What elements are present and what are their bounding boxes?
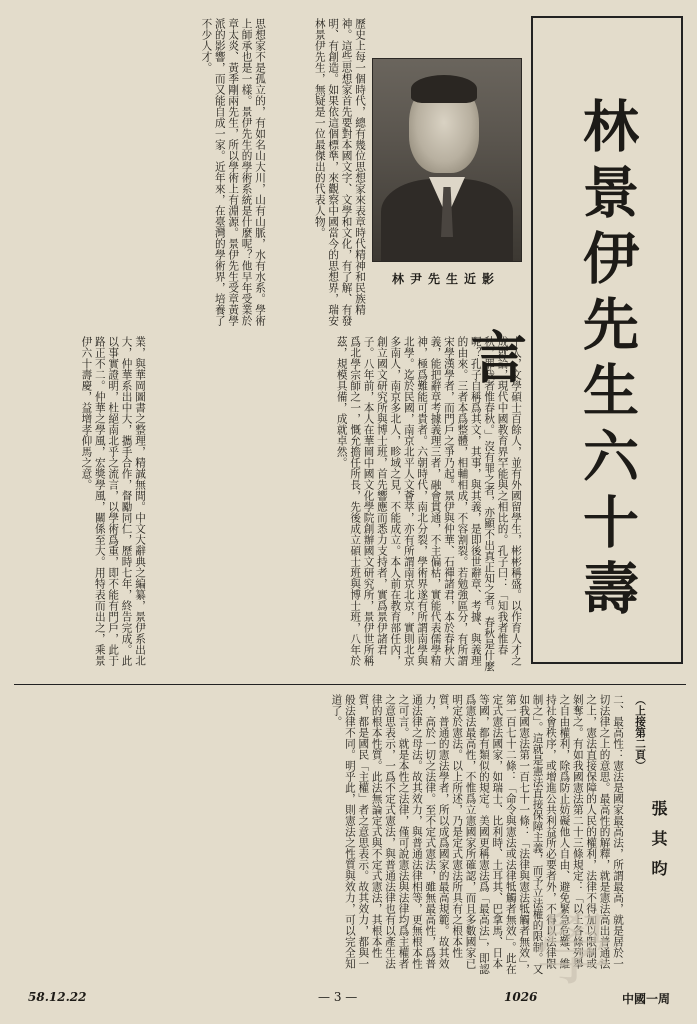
section-divider (14, 684, 686, 685)
footer-publication: 中國一周 (622, 992, 671, 1006)
title-box (462, 16, 683, 664)
body-lower-left: 業，與華岡圖書之整理，精誠無間。中文大辭典之編纂，景伊系出北大，仲華系出中大，攜手合作，督勵同仁，歷時七年，終告完成。此以事實證明，杜絕南北乎之流言，以學術爲重，即不能有門戶，此于路正不二。仲華之學風，宏獎學風，關係至大。用特表而出之，乘景伊六十壽慶，益增孝仰馬之意。 (80, 336, 146, 666)
body-upper-left: 思想家不是孤立的，有如名山大川，山有山脈，水有水系。學術上師承也是一樣。景伊先生的學術系統是什麼呢？他早年受業於章太炎、黃季剛兩先生，所以學術上有淵源。景伊先生受章黃學派的影響，而又能自成一家。近年來，在臺灣的學術界，培養了不少人才。 (200, 18, 266, 326)
footer-date: 58.12.22 (28, 990, 87, 1004)
body-middle: 十人，文學碩士百餘人，並有外國留學生，彬彬稱盛。以作育人才之成就論，現代中國教育界罕能與之相比的。孔子曰：「知我者惟春秋，罪我者惟春秋。」沒有罪之者，亦顯不出真正知之者。春秋是什麼呢？孔子自稱爲其文，其事，與其義，是即後世辭章、考據、與義理的由來。三者本爲整體，相輔相成，不容割裂。若勉強區分，有所謂宋學漢學者，而門戶之爭乃起。景伊與仲華、石禪諸君，本於春秋大義，能把辭章考據義理三者，融會貫通，不主偏枯，實能代表儒學精神，極爲難能可貴者。六朝時代，南北分裂，學術界遂有所謂南學與北學。迄於民國，南京北平人文薈萃，亦有所謂南京北京，實則北京多南人，南京多北人，畛域之見，不能成立。本人前在教育部任內，創立國文研究所與博士班，首先響應而悉力支持者，實爲景伊諸君子。八年前，本人在華岡中國文化學院創辦國文研究所，景伊世所稱爲北學宗師之一，慨允擔任所長，先後成立碩士班與博士班，八年於茲，規模具備，成就卓然。 (335, 336, 522, 672)
author-photo (372, 58, 522, 262)
continued-marker: （上接第二頁） (634, 694, 646, 771)
photo-figure-hair (411, 75, 477, 103)
lower-article-text: 二、最高性：憲法是國家最高法，所謂最高，就是居於一切法律之上的意思。最高性的解釋，就是憲法高出普通法之上，憲法直接保障的人民的權利，法律不得加以限制或剝奪之。有如我國憲法第二十三條規定：「以上各條列舉之自由權利，除爲防止妨礙他人自由、避免緊急危難、維持社會秩序，或增進公共利益所必要者外，不得以法律限制之」。這就是憲法直接保障主義，而予立法權的限制。又如我國憲法第一百七十一條：「法律與憲法牴觸者無效」，第一百七十二條：「命令與憲法或法律牴觸者無效」。此在定式憲法國家，如瑞士、比利時、土耳其、巴拿馬、日本等國，都有類似的規定。美國更稱憲法爲「最高法」，即認爲憲法最高性，不惟爲立憲國家所確認，而且多數國家已明定於憲法。以上所述，乃是定式憲法所具有之根本性質，普通的憲法學者，所以成爲國家的最高規範。故其效力，高於一切之法律。至不定式憲法，雖無最高性，爲普通法律之母法。故其效力，與普通法律相等，更無根本性之可言。就是本性之法律，僅可說憲法與法律均爲主權者之意思表示，一爲不定式憲法，與普通法律也有以產生法律的根本性質。此法無論定式與不定式憲法，其根本性質，都是國民「主權」者之意思表示。故其效力，都與一般法律不同。明乎此，則憲法之性質與效力，可以完全知道了。 (330, 694, 624, 975)
footer-page-number: — 3 — (318, 990, 358, 1004)
photo-caption: 林尹先生近影 (391, 272, 500, 286)
library-watermark: 學 (535, 906, 614, 996)
body-upper-right: 歷史上每一個時代，總有幾位思想家來表章時代精神和民族精神。這些思想家首先要對本國文字、文學和文化，有了解、有發明、有創造。如果依這個標準，來觀察中國當今的思想界，瑞安林景伊先生，無疑是一位最傑出的代表人物。 (313, 18, 366, 326)
article-title: 林景伊先生六十壽言 (462, 97, 640, 625)
lower-article-author: 張其昀 (649, 800, 668, 890)
footer-issue-number: 1026 (504, 990, 538, 1004)
